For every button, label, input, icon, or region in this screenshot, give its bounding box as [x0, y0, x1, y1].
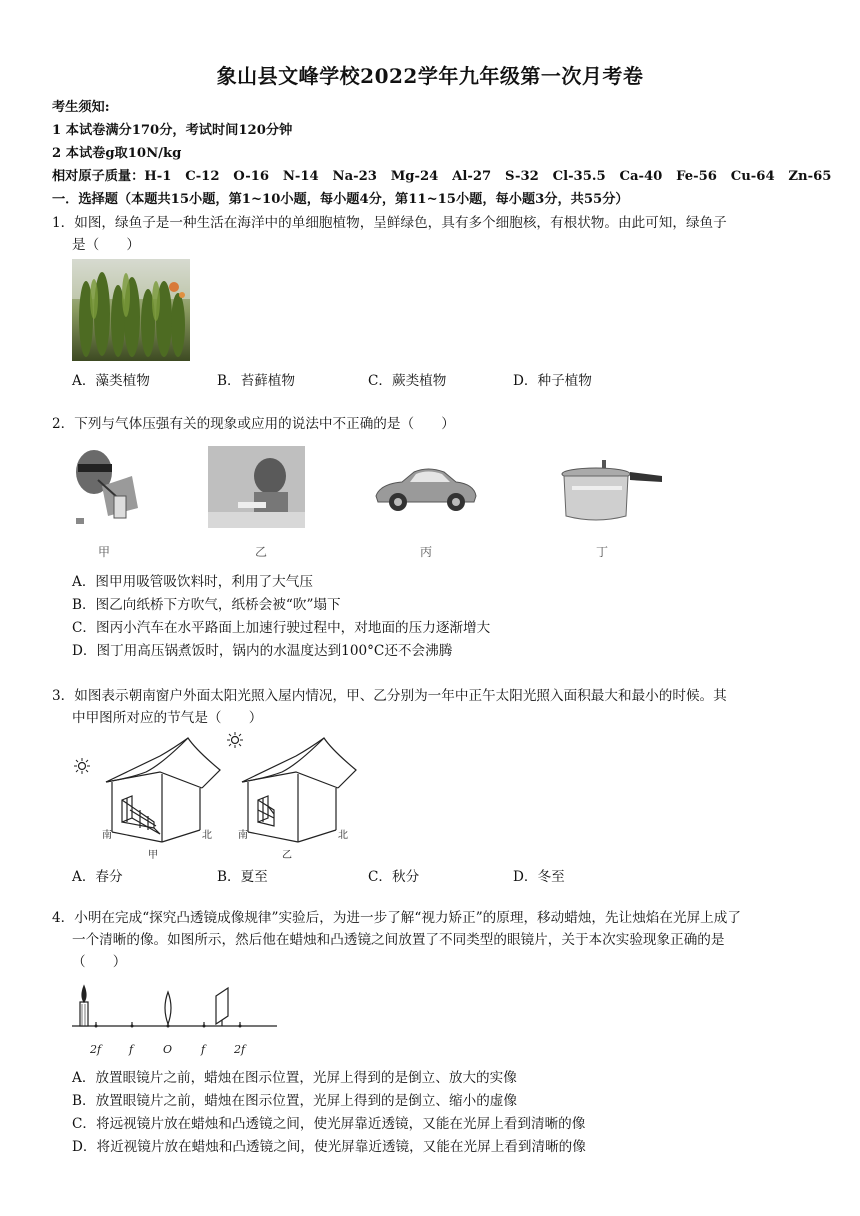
- question-3-text: [52, 685, 812, 729]
- q4-axis-label-2f-right: 2f: [234, 1043, 246, 1056]
- question-3-options: [72, 865, 812, 887]
- page-title: 象山县文峰学校2022学年九年级第一次月考卷: [216, 64, 644, 88]
- q4-option-a[interactable]: A．放置眼镜片之前，蜡烛在图示位置，光屏上得到的是倒立、放大的实像: [72, 1070, 517, 1086]
- question-4-line2: 一个清晰的像。如图所示，然后他在蜡烛和凸透镜之间放置了不同类型的眼镜片，关于本次实验现象正确的是: [72, 932, 725, 948]
- q2-caption-bing: 丙: [420, 545, 433, 559]
- question-1-line2: 是（ ）: [72, 237, 140, 253]
- figure-ding-pressure-cooker: [556, 458, 666, 526]
- q1-option-c[interactable]: C．蕨类植物: [368, 373, 447, 389]
- q3-north-label-yi: 北: [338, 830, 348, 841]
- q2-option-c[interactable]: C．图丙小汽车在水平路面上加速行驶过程中，对地面的压力逐渐增大: [72, 620, 491, 636]
- question-3-line1: 3．如图表示朝南窗户外面太阳光照入屋内情况，甲、乙分别为一年中正午太阳光照入面积最大和最小的时候。其: [52, 688, 727, 704]
- section-heading: 一．选择题（本题共15小题，第1~10小题，每小题4分，第11~15小题，每小题3分，共55分）: [52, 192, 629, 207]
- q4-option-b[interactable]: B．放置眼镜片之前，蜡烛在图示位置，光屏上得到的是倒立、缩小的虚像: [72, 1093, 517, 1109]
- figure-house-sunlight: [70, 730, 370, 862]
- question-4-line3: （ ）: [72, 954, 127, 970]
- q2-option-b[interactable]: B．图乙向纸桥下方吹气，纸桥会被“吹”塌下: [72, 597, 341, 613]
- q1-option-d[interactable]: D．种子植物: [513, 373, 592, 389]
- q2-caption-yi: 乙: [255, 545, 268, 559]
- q1-option-a[interactable]: A．藻类植物: [72, 373, 150, 389]
- figure-bing-car: [368, 462, 480, 514]
- green-algae-photo: [72, 259, 190, 361]
- q4-option-d[interactable]: D．将近视镜片放在蜡烛和凸透镜之间，使光屏靠近透镜，又能在光屏上看到清晰的像: [72, 1139, 586, 1155]
- q2-caption-ding: 丁: [596, 545, 609, 559]
- q3-north-label-jia: 北: [202, 830, 212, 841]
- q3-option-a[interactable]: A．春分: [72, 869, 123, 885]
- atomic-mass-line: 相对原子质量：H-1 C-12 O-16 N-14 Na-23 Mg-24 Al-27 S-32 Cl-35.5 Ca-40 Fe-56 Cu-64 Zn-65: [52, 169, 832, 184]
- q4-axis-label-2f-left: 2f: [90, 1043, 102, 1056]
- q2-option-d[interactable]: D．图丁用高压锅煮饭时，锅内的水温度达到100°C还不会沸腾: [72, 643, 453, 659]
- question-1-options: [72, 369, 812, 391]
- q3-caption-yi: 乙: [282, 850, 292, 861]
- question-3-line2: 中甲图所对应的节气是（ ）: [72, 710, 263, 726]
- question-4-line1: 4．小明在完成“探究凸透镜成像规律”实验后，为进一步了解“视力矫正”的原理，移动蜡烛，先让烛焰在光屏上成了: [52, 910, 741, 926]
- q4-axis-label-f-left: f: [129, 1043, 134, 1056]
- q4-option-c[interactable]: C．将远视镜片放在蜡烛和凸透镜之间，使光屏靠近透镜，又能在光屏上看到清晰的像: [72, 1116, 586, 1132]
- question-1-text: [52, 212, 812, 256]
- question-1-line1: 1．如图，绿鱼子是一种生活在海洋中的单细胞植物，呈鲜绿色，具有多个细胞核，有根状物。由此可知，绿鱼子: [52, 215, 727, 231]
- q3-south-label-yi: 南: [238, 830, 248, 841]
- notice-item-1: 1 本试卷满分170分，考试时间120分钟: [52, 123, 293, 138]
- notice-item-2: 2 本试卷g取10N/kg: [52, 146, 182, 161]
- question-2-text: 2．下列与气体压强有关的现象或应用的说法中不正确的是（ ）: [52, 416, 455, 432]
- q4-axis-label-o: O: [163, 1043, 173, 1056]
- q3-south-label-jia: 南: [102, 830, 112, 841]
- q2-option-a[interactable]: A．图甲用吸管吸饮料时，利用了大气压: [72, 574, 313, 590]
- notice-heading: 考生须知:: [52, 100, 110, 115]
- q3-option-d[interactable]: D．冬至: [513, 869, 565, 885]
- q3-option-c[interactable]: C．秋分: [368, 869, 420, 885]
- q2-caption-jia: 甲: [98, 545, 111, 559]
- question-4-text: [52, 907, 812, 973]
- figure-optical-bench: [72, 982, 282, 1044]
- q3-caption-jia: 甲: [148, 850, 158, 861]
- q3-option-b[interactable]: B．夏至: [217, 869, 268, 885]
- q1-option-b[interactable]: B．苔藓植物: [217, 373, 295, 389]
- figure-jia-straw-drinking: [72, 446, 144, 528]
- figure-yi-paper-bridge: [208, 446, 305, 528]
- q4-axis-label-f-right: f: [201, 1043, 206, 1056]
